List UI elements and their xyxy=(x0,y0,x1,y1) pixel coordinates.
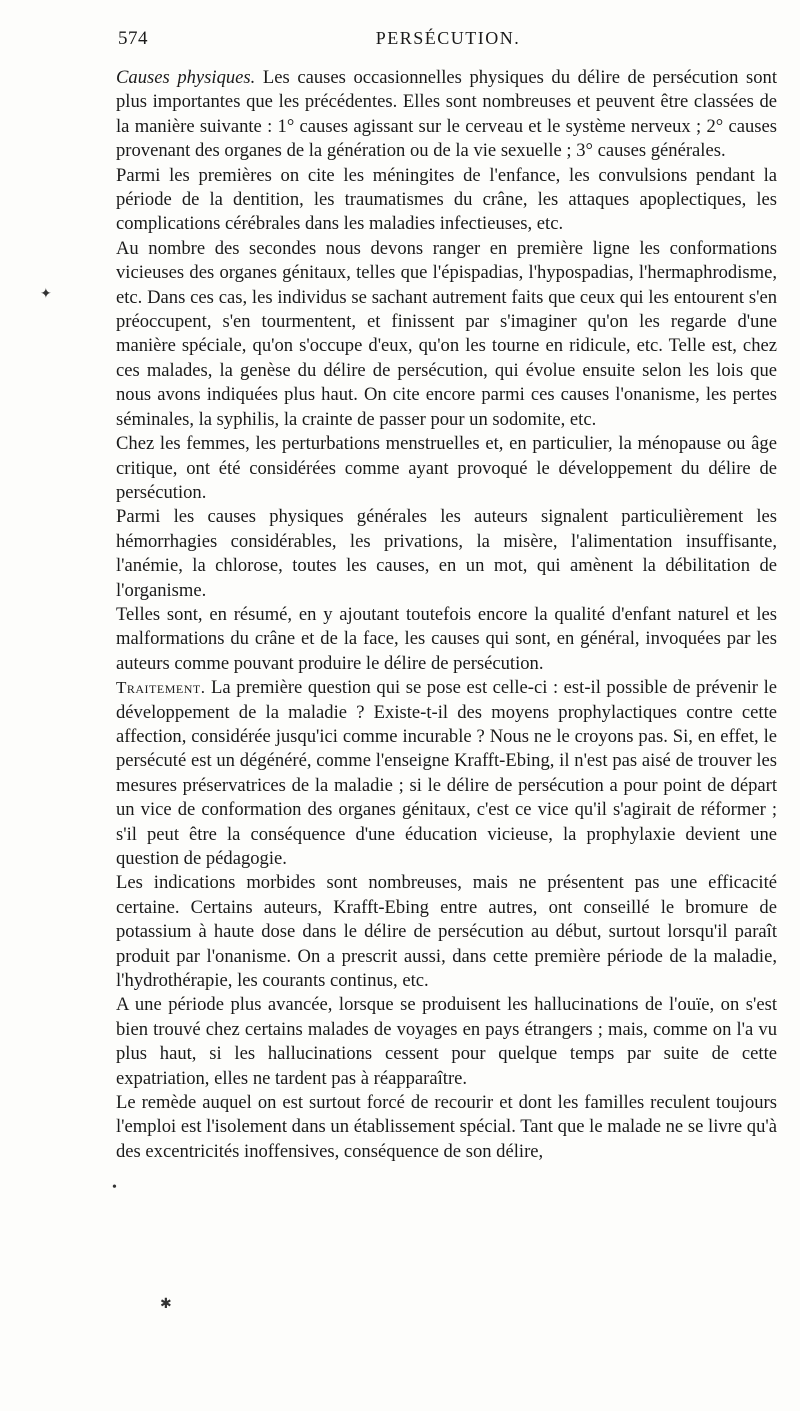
paragraph-text: Telles sont, en résumé, en y ajoutant toutefois encore la qualité d'enfant naturel et les malformations du crâne et de la face, les causes qui sont, en général, invoquées par les auteurs comme pouvant produire le délire de persécution. xyxy=(116,603,777,674)
margin-dot-icon: • xyxy=(112,1180,117,1195)
page-header xyxy=(118,28,778,54)
paragraph xyxy=(116,603,777,676)
paragraph-text: Parmi les causes physiques générales les auteurs signalent particulièrement les hémorrhagies considérables, les privations, la misère, l'alimentation insuffisante, l'anémie, la chlorose, toutes les causes, en un mot, qui amènent la débilitation de l'organisme. xyxy=(116,506,777,601)
paragraph xyxy=(116,237,777,432)
paragraph-text: Le remède auquel on est surtout forcé de recourir et dont les familles reculent toujours l'emploi est l'isolement dans un établissement spécial. Tant que le malade ne se livre qu'à des excentricités inoffensives, conséquence de son délire, xyxy=(116,1092,777,1162)
paragraph xyxy=(116,871,777,993)
paragraph-text: Les causes occasionnelles physiques du délire de persécution sont plus importantes que les précédentes. Elles sont nombreuses et peuvent être classées de la manière suivante : 1° causes agissant sur le cerveau et le système nerveux ; 2° causes provenant des organes de la génération ou de la vie sexuelle ; 3° causes générales. xyxy=(116,67,777,162)
paragraph-text: La première question qui se pose est celle-ci : est-il possible de prévenir le développement de la maladie ? Existe-t-il des moyens prophylactiques contre cette affection, considérée jusqu'ici comme incurable ? Nous ne le croyons pas. Si, en effet, le persécuté est un dégénéré, comme l'enseigne Krafft-Ebing, il n'est pas aisé de trouver les mesures préservatrices de la maladie ; si le délire de persécution a pour point de départ un vice de conformation des organes génitaux, c'est ce vice qu'il s'agirait de réformer ; s'il peut être la conséquence d'une éducation vicieuse, la prophylaxie devient une question de pédagogie. xyxy=(116,677,777,869)
paragraph xyxy=(116,432,777,505)
section-heading-traitement: Traitement. xyxy=(116,678,206,698)
paragraph-text: Au nombre des secondes nous devons ranger en première ligne les conformations vicieuses des organes génitaux, telles que l'épispadias, l'hypospadias, l'hermaphrodisme, etc. Dans ces cas, les individus se sachant autrement faits que ceux qui les entourent s'en préoccupent, s'en tourmentent, et finissent par s'imaginer qu'on les regarde d'une manière spéciale, qu'on s'occupe d'eux, qu'on les tourne en ridicule, etc. Telle est, chez ces malades, la genèse du délire de persécution, qui évolue ensuite selon les lois que nous avons indiquées plus haut. On cite encore parmi ces causes l'onanisme, les pertes séminales, la syphilis, la crainte de passer pour un sodomite, etc. xyxy=(116,237,777,430)
paragraph-text: A une période plus avancée, lorsque se produisent les hallucinations de l'ouïe, on s'est bien trouvé chez certains malades de voyages en pays étrangers ; mais, comme on l'a vu plus haut, si les hallucinations cessent pour quelque temps par suite de cette expatriation, elles ne tardent pas à réapparaître. xyxy=(116,994,777,1089)
section-heading-causes-physiques: Causes physiques. xyxy=(116,67,256,88)
body-text xyxy=(116,66,777,1164)
paragraph-traitement xyxy=(116,676,777,871)
paragraph xyxy=(116,164,777,237)
paragraph-causes-physiques xyxy=(116,66,777,164)
page-number: 574 xyxy=(118,28,148,49)
ink-blot-icon: ✱ xyxy=(160,1297,172,1312)
paragraph-text: Parmi les premières on cite les méningites de l'enfance, les convulsions pendant la période de la dentition, les traumatismes du crâne, les attaques apoplectiques, les complications cérébrales dans les maladies infectieuses, etc. xyxy=(116,164,777,235)
paragraph xyxy=(116,1091,777,1164)
paragraph-text: Les indications morbides sont nombreuses, mais ne présentent pas une efficacité certaine. Certains auteurs, Krafft-Ebing entre autres, ont conseillé le bromure de potassium à haute dose dans le délire de persécution au début, surtout lorsqu'il paraît produit par l'onanisme. On a prescrit aussi, dans cette première période de la maladie, l'hydrothérapie, les courants continus, etc. xyxy=(116,872,777,992)
paragraph xyxy=(116,505,777,603)
paragraph xyxy=(116,993,777,1091)
paragraph-text: Chez les femmes, les perturbations menstruelles et, en particulier, la ménopause ou âge critique, ont été considérées comme ayant provoqué le développement du délire de persécution. xyxy=(116,433,777,503)
margin-mark-icon: ✦ xyxy=(40,287,52,302)
running-title: PERSÉCUTION. xyxy=(375,28,521,48)
